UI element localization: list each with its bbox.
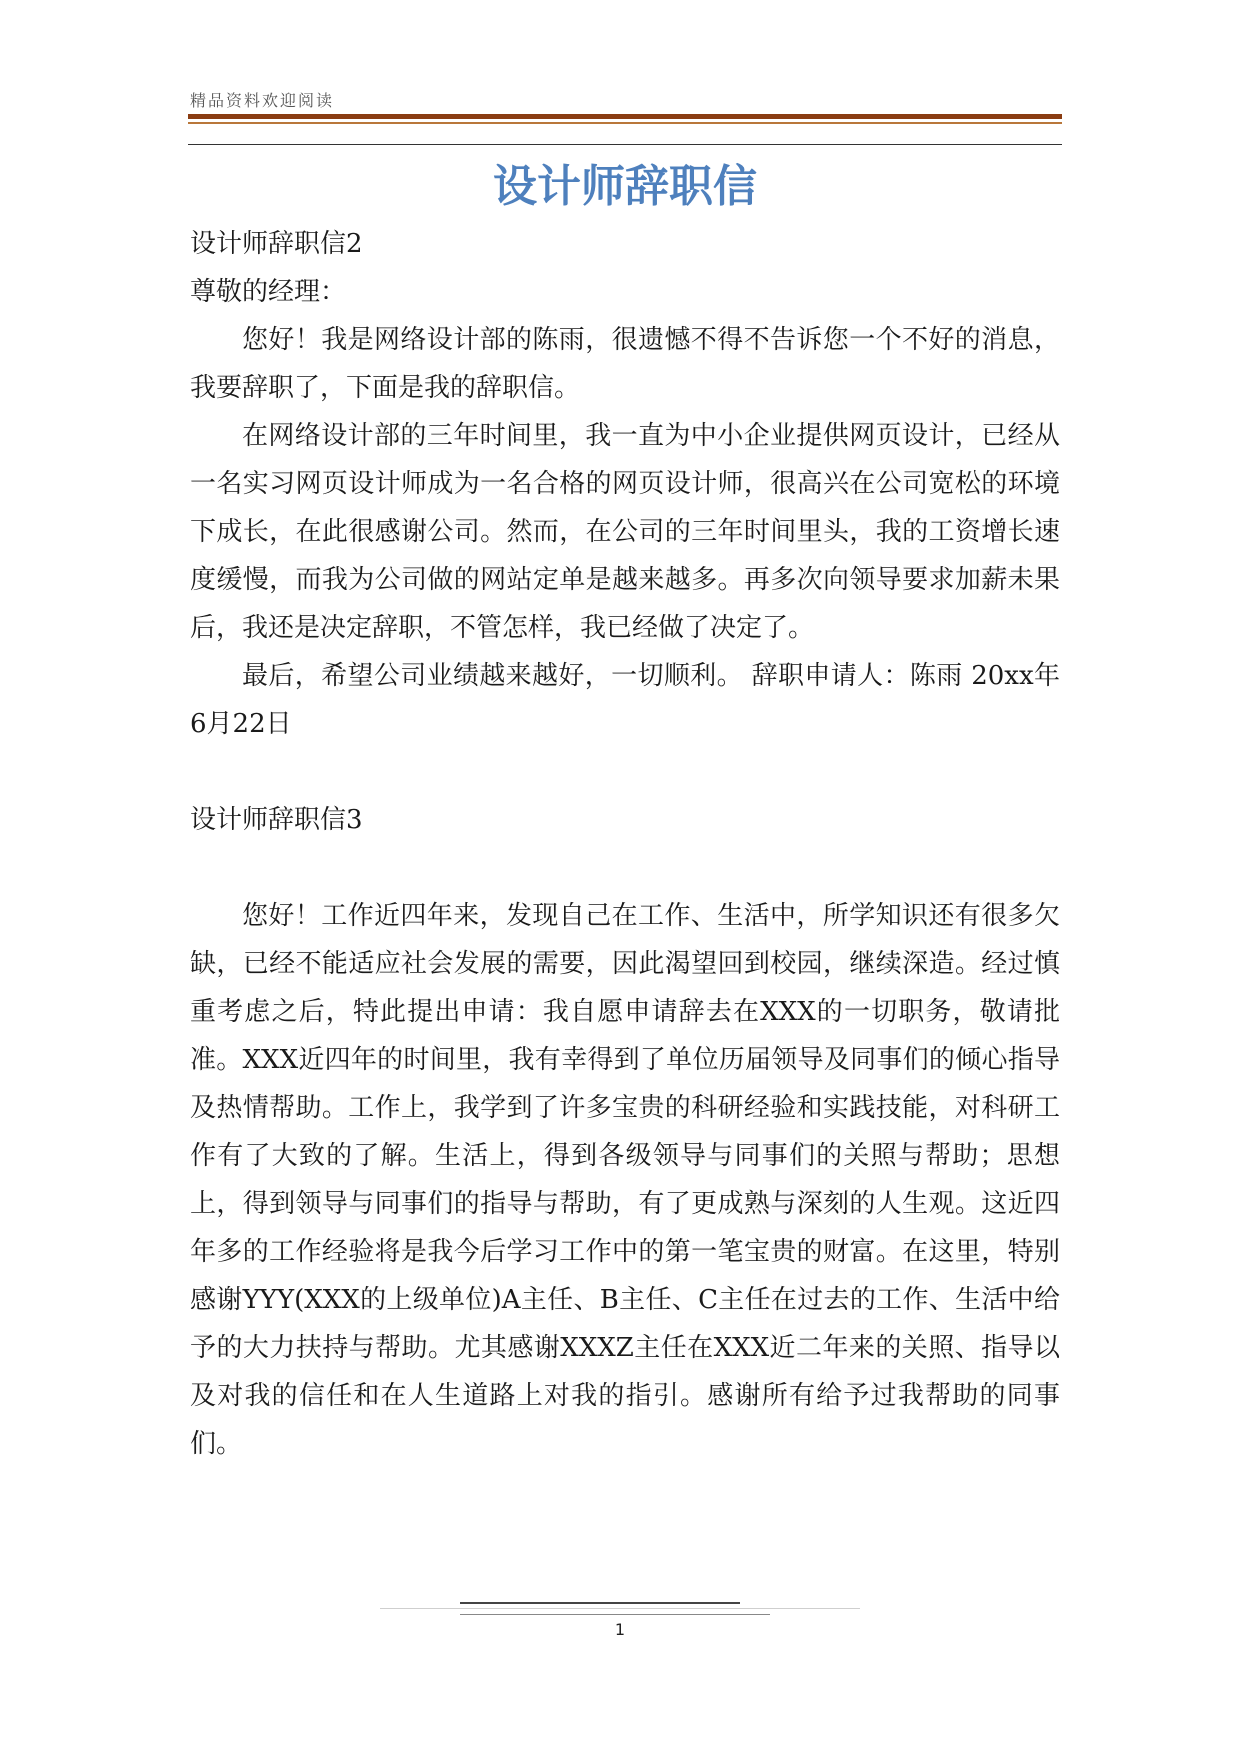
footer-rule-light xyxy=(460,1614,770,1615)
letter2-heading: 设计师辞职信2 xyxy=(190,229,363,259)
page-number: 1 xyxy=(614,1620,626,1639)
spacer xyxy=(190,844,1060,892)
document-title: 设计师辞职信 xyxy=(493,161,757,212)
letter2-salutation: 尊敬的经理： xyxy=(190,277,347,307)
document-body xyxy=(190,220,1060,1468)
letter3-heading: 设计师辞职信3 xyxy=(190,805,363,835)
letter2-closing-signature: 最后，希望公司业绩越来越好，一切顺利。 辞职申请人：陈雨 20xx年6月22日 xyxy=(190,661,1060,739)
page-header-text: 精品资料欢迎阅读 xyxy=(190,91,335,110)
spacer xyxy=(190,748,1060,796)
footer-rule-dark xyxy=(460,1602,740,1604)
footer-rule xyxy=(380,1608,860,1609)
header-rule-accent xyxy=(188,122,1062,124)
letter2-paragraph-2: 在网络设计部的三年时间里，我一直为中小企业提供网页设计，已经从一名实习网页设计师成为一名合格的网页设计师，很高兴在公司宽松的环境下成长，在此很感谢公司。然而，在公司的三年时间里头，我的工资增长速度缓慢，而我为公司做的网站定单是越来越多。再多次向领导要求加薪未果后，我还是决定辞职，不管怎样，我已经做了决定了。 xyxy=(190,421,1060,643)
header-rule-thick xyxy=(188,114,1062,119)
letter3-paragraph-1: 您好！工作近四年来，发现自己在工作、生活中，所学知识还有很多欠缺，已经不能适应社会发展的需要，因此渴望回到校园，继续深造。经过慎重考虑之后，特此提出申请：我自愿申请辞去在XXX的一切职务，敬请批准。XXX近四年的时间里，我有幸得到了单位历届领导及同事们的倾心指导及热情帮助。工作上，我学到了许多宝贵的科研经验和实践技能，对科研工作有了大致的了解。生活上，得到各级领导与同事们的关照与帮助；思想上，得到领导与同事们的指导与帮助，有了更成熟与深刻的人生观。这近四年多的工作经验将是我今后学习工作中的第一笔宝贵的财富。在这里，特别感谢YYY(XXX的上级单位)A主任、B主任、C主任在过去的工作、生活中给予的大力扶持与帮助。尤其感谢XXXZ主任在XXX近二年来的关照、指导以及对我的信任和在人生道路上对我的指引。感谢所有给予过我帮助的同事们。 xyxy=(190,901,1060,1459)
header-rule-thin xyxy=(188,144,1062,145)
letter2-paragraph-1: 您好！我是网络设计部的陈雨，很遗憾不得不告诉您一个不好的消息，我要辞职了，下面是我的辞职信。 xyxy=(190,325,1060,403)
